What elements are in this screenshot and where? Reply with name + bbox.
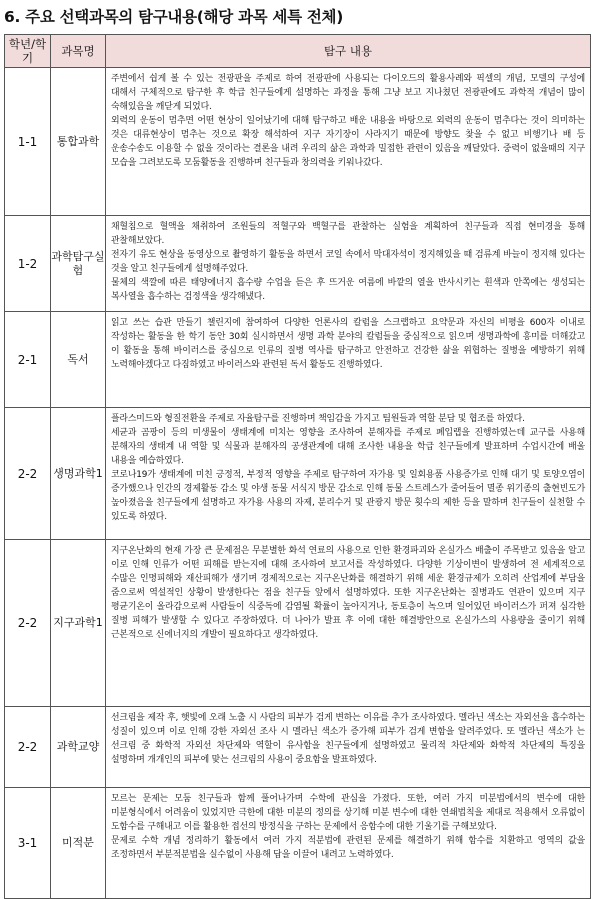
- row-year: 2-2: [5, 707, 51, 788]
- content-paragraph: 채혈침으로 혈액을 채취하여 조원들의 적혈구와 백혈구를 관찰하는 실험을 계획하여 친구들과 직접 현미경을 통해 관찰해보았다.: [111, 222, 585, 246]
- table-row: [5, 540, 591, 707]
- row-content: [106, 68, 591, 216]
- header-subject: 과목명: [51, 35, 106, 68]
- row-subject: 생명과학1: [51, 408, 106, 540]
- section-title: 6. 주요 선택과목의 탐구내용(해당 과목 세특 전체): [4, 8, 344, 26]
- row-content: [106, 312, 591, 408]
- row-subject: 과학탐구실험: [51, 216, 106, 312]
- content-paragraph: 지구온난화의 현재 가장 큰 문제점은 무분별한 화석 연료의 사용으로 인한 환경파괴와 온실가스 배출이 주목받고 있음을 알고 이로 인해 인류가 어떤 피해를 받는지에 대해 조사하여 보고서를 작성하였다. 다양한 기상이변이 발생하여 전 세계적으로 수많은 인명피해와 재산피해가 생기며 경제적으로는 지구온난화를 해결하기 위해 세운 환경규제가 오히려 산업계에 부담을 줌으로써 역설적인 상황이 발생한다는 점을 친구들 앞에서 설명하였다. 또한 지구온난화는 질병과도 연관이 있으며 지구 평균기온이 올라감으로써 사람들이 식중독에 감염될 확률이 높아지거나, 동토층이 녹으며 일어있던 바이러스가 퍼져 심각한 질병 피해가 발생할 수 있다고 주장하였다. 더 나아가 발표 후 이에 대한 해결방안으로 온실가스의 사용량을 줄이기 위해 근본적으로 신에너지의 개발이 필요하다고 생각하였다.: [111, 546, 585, 640]
- row-content: [106, 788, 591, 899]
- header-year: 학년/학기: [5, 35, 51, 68]
- row-year: 2-2: [5, 408, 51, 540]
- row-year: 3-1: [5, 788, 51, 899]
- content-paragraph: 플라스미드와 형질전환을 주제로 자율탐구를 진행하며 책임감을 가지고 팀원들과 역할 분담 및 협조를 하였다.: [111, 414, 525, 424]
- table-row: [5, 408, 591, 540]
- content-paragraph: 문제로 수학 개념 정리하기 활동에서 여러 가지 적분법에 관련된 문제를 해결하기 위해 함수를 치환하고 영역의 값을 조정하면서 부분적분법을 실수없이 사용해 답을 이끌어 내려고 노력하였다.: [111, 836, 585, 860]
- row-subject: 지구과학1: [51, 540, 106, 707]
- inquiry-table: [4, 34, 591, 899]
- table-row: [5, 216, 591, 312]
- table-row: [5, 68, 591, 216]
- row-content: [106, 408, 591, 540]
- content-paragraph: 선크림을 제작 후, 햇빛에 오래 노출 시 사람의 피부가 검게 변하는 이유를 추가 조사하였다. 멜라닌 색소는 자외선을 흡수하는 성질이 있으며 이로 인해 강한 자외선 조사 시 멜라닌 색소가 증가해 피부가 검게 변함을 알려주었다. 또 멜라닌 색소가 는 선크림 중 화학적 자외선 차단제와 역할이 유사함을 친구들에게 설명하였고 물리적 차단제와 화학적 차단제의 특징을 설명하며 개개인의 피부에 맞는 선크림의 사용이 중요함을 발표하였다.: [111, 713, 585, 765]
- row-subject: 미적분: [51, 788, 106, 899]
- content-paragraph: 세균과 곰팡이 등의 미생물이 생태계에 미치는 영향을 조사하여 분해자를 주제로 폐입랩을 진행하였는데 교구를 사용해 분해자의 생태계 내 역할 및 식물과 분해자의 공생관계에 대해 조사한 내용을 학급 친구들에게 발표하며 수업시간에 배울 내용을 예습하였다.: [111, 428, 585, 466]
- row-subject: 독서: [51, 312, 106, 408]
- content-paragraph: 모르는 문제는 모둠 친구들과 함께 풀어나가며 수학에 관심을 가졌다. 또한, 여러 가지 미분법에서의 변수에 대한 미분형식에서 어려움이 있었지만 극한에 대한 미분의 정의를 상기해 미분 변수에 대한 연쇄법칙을 제대로 적용해서 오류없이 도함수를 구해내고 이를 활용한 접선의 방정식을 구하는 문제에서 응함수에 대한 기울기를 구해보았다.: [111, 794, 585, 832]
- table-row: [5, 707, 591, 788]
- content-paragraph: 주변에서 쉽게 볼 수 있는 전광판을 주제로 하여 전광판에 사용되는 다이오드의 활용사례와 픽셀의 개념, 모델의 구성에 대해서 구체적으로 탐구한 후 학급 친구들에게 설명하는 과정을 통해 그냥 보고 지나쳤던 전광판에도 과학적 개념이 많이 숙해있음을 깨닫게 되었다.: [111, 74, 585, 112]
- content-paragraph: 읽고 쓰는 습관 만들기 챌린지에 참여하여 다양한 언론사의 칼럼을 스크랩하고 요약문과 자신의 비평을 600자 이내로 작성하는 활동을 한 학기 동안 30회 실시하면서 생명 과학 분야의 칼럼들을 중심적으로 읽으며 생명과학에 흥미를 더해갔고 이 활동을 통해 바이러스를 중심으로 인류의 질병 역사를 탐구하고 안전하고 건강한 삶을 위협하는 질병을 예방하기 위해 노력해야겠다고 다짐하였고 바이러스와 관련된 독서 활동도 진행하였다.: [111, 318, 585, 370]
- table-row: [5, 788, 591, 899]
- row-year: 2-2: [5, 540, 51, 707]
- content-paragraph: 코로나19가 생태계에 미친 긍정적, 부정적 영향을 주제로 탐구하여 자가용 및 일회용품 사용증가로 인해 대기 및 토양오염이 증가했으나 인간의 경제활동 감소 및 야생 동물 서식지 방문 감소로 인해 동물 스트레스가 줄어들어 멸종 위기종의 출현빈도가 높아졌음을 친구들에게 설명하고 자가용 사용의 자제, 분리수거 및 관광지 방문 횟수의 제한 등을 말하며 친구들이 실천할 수 있도록 하였다.: [111, 470, 585, 522]
- content-paragraph: 외력의 운동이 멈추면 어떤 현상이 일어났기에 대해 탐구하고 배운 내용을 바탕으로 외력의 운동이 멈추다는 것이 의미하는 것은 대류현상이 멈추는 것으로 확장 해석하여 지구 자기장이 사라지기 때문에 방향도 찾을 수 없고 비행기나 배 등 운송수송도 이용할 수 없을 것이라는 결론을 내려 우리의 삶은 과학과 밀접한 관련이 있음을 깨달았다. 중력이 없을때의 지구 모습을 그려보도록 모둠활동을 진행하며 친구들과 창의력을 키워나갔다.: [111, 116, 585, 168]
- row-subject: 과학교양: [51, 707, 106, 788]
- row-content: [106, 540, 591, 707]
- content-paragraph: 물체의 색깔에 따른 태양에너지 흡수량 수업을 듣은 후 뜨거운 여름에 바깥의 열을 반사시키는 흰색과 안쪽에는 생성되는 복사열을 흡수하는 검정색을 생각해냈다.: [111, 278, 585, 302]
- row-year: 2-1: [5, 312, 51, 408]
- row-content: [106, 216, 591, 312]
- header-content: 탐구 내용: [106, 35, 591, 68]
- table-header-row: [5, 35, 591, 68]
- row-subject: 통합과학: [51, 68, 106, 216]
- row-year: 1-1: [5, 68, 51, 216]
- table-row: [5, 312, 591, 408]
- row-content: [106, 707, 591, 788]
- row-year: 1-2: [5, 216, 51, 312]
- content-paragraph: 전자기 유도 현상을 동영상으로 촬영하기 활동을 하면서 코일 속에서 막대자석이 정지해있을 때 검류계 바늘이 정지해 있다는 것을 알고 친구들에게 설명해주었다.: [111, 250, 585, 274]
